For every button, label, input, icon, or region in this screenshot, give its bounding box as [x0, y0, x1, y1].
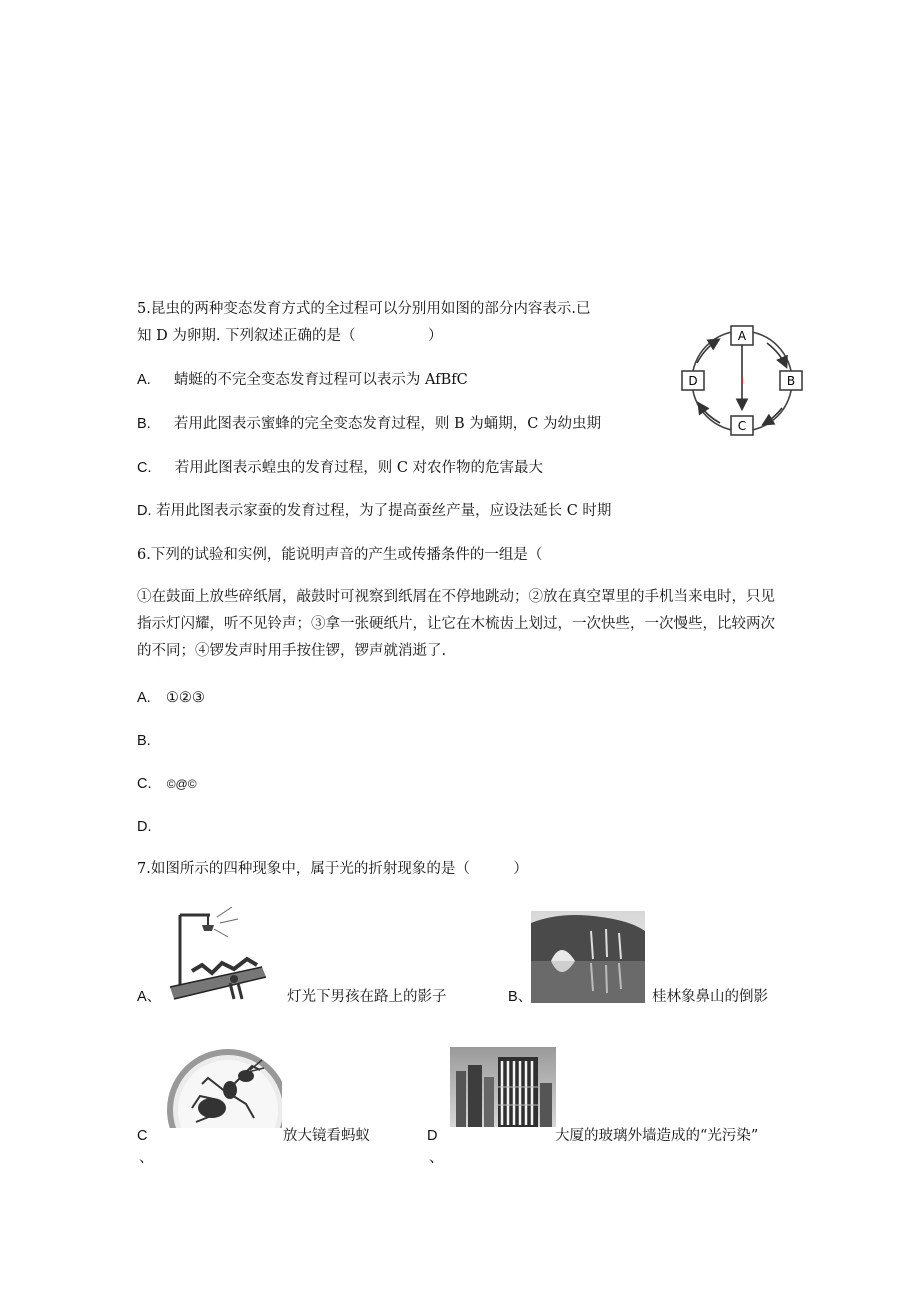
q6-option-d: D.: [137, 819, 152, 835]
q5-option-a: [137, 371, 468, 389]
q6-stem: 6.下列的试验和实例，能说明声音的产生或传播条件的一组是（: [137, 547, 543, 563]
option-label: D.: [137, 503, 152, 519]
q6-option-a: [137, 689, 205, 707]
q7-item-c-label: C: [137, 1128, 148, 1144]
magnifier-ant-image: [156, 1048, 282, 1128]
option-text: ©@©: [166, 777, 197, 791]
q5-option-b: [137, 415, 601, 433]
q7-item-c-label-mark: 、: [139, 1150, 154, 1166]
q6-option-c: [137, 775, 197, 793]
q7-item-d-caption: 大厦的玻璃外墙造成的“光污染”: [555, 1128, 759, 1144]
q7-stem: 7.如图所示的四种现象中，属于光的折射现象的是（ ）: [137, 861, 528, 877]
q5-stem-line1: 5.昆虫的两种变态发育方式的全过程可以分别用如图的部分内容表示.已: [137, 301, 591, 317]
option-text: 若用此图表示蜜蜂的完全变态发育过程，则 B 为蛹期，C 为幼虫期: [173, 416, 601, 432]
node-a: [731, 326, 753, 345]
q6-body-line3: 的不同；④锣发声时用手按住锣，锣声就消逝了.: [137, 643, 447, 659]
q7-item-b-label: B、: [508, 989, 533, 1005]
node-b: [780, 371, 802, 390]
q6-body-line2: 指示灯闪耀，听不见铃声；③拿一张硬纸片，让它在木梳齿上划过，一次快些，一次慢些，比较两次: [137, 616, 775, 632]
q7-item-d-label: D: [427, 1128, 438, 1144]
node-label: A: [737, 329, 747, 343]
node-label: D: [688, 374, 698, 388]
elephant-hill-image: [531, 911, 645, 1003]
q7-item-a-caption: 灯光下男孩在路上的影子: [287, 989, 447, 1005]
option-label: A.: [137, 372, 151, 388]
q6-option-b: B.: [137, 733, 151, 749]
node-label: C: [737, 419, 747, 433]
q7-item-d-label-mark: 、: [429, 1150, 444, 1166]
option-text: 若用此图表示蝗虫的发育过程，则 C 对农作物的危害最大: [174, 460, 544, 476]
life-cycle-diagram: [672, 318, 812, 443]
option-label: A.: [137, 690, 151, 706]
option-text: 若用此图表示家蚕的发育过程，为了提高蚕丝产量，应设法延长 C 时期: [156, 503, 612, 519]
q7-item-a-label: A、: [137, 989, 162, 1005]
q5-stem-line2: 知 D 为卵期. 下列叙述正确的是（ ）: [137, 328, 443, 344]
q7-item-b-caption: 桂林象鼻山的倒影: [652, 989, 768, 1005]
option-label: B.: [137, 416, 151, 432]
node-label: B: [786, 374, 796, 388]
boy-shadow-image: [162, 907, 272, 1002]
node-d: [682, 371, 704, 390]
q7-item-c-caption: 放大镜看蚂蚁: [283, 1128, 370, 1144]
option-label: C.: [137, 460, 152, 476]
q6-body-line1: ①在鼓面上放些碎纸屑，敲鼓时可视察到纸屑在不停地跳动；②放在真空罩里的手机当来电时，只见: [137, 589, 775, 605]
glass-building-image: [450, 1047, 556, 1127]
q5-option-d: [137, 502, 611, 520]
option-label: C.: [137, 776, 152, 792]
option-text: ①②③: [165, 690, 205, 706]
option-text: 蜻蜓的不完全变态发育过程可以表示为 AfBfC: [173, 372, 468, 388]
q5-option-c: [137, 459, 543, 477]
node-c: [731, 416, 753, 435]
